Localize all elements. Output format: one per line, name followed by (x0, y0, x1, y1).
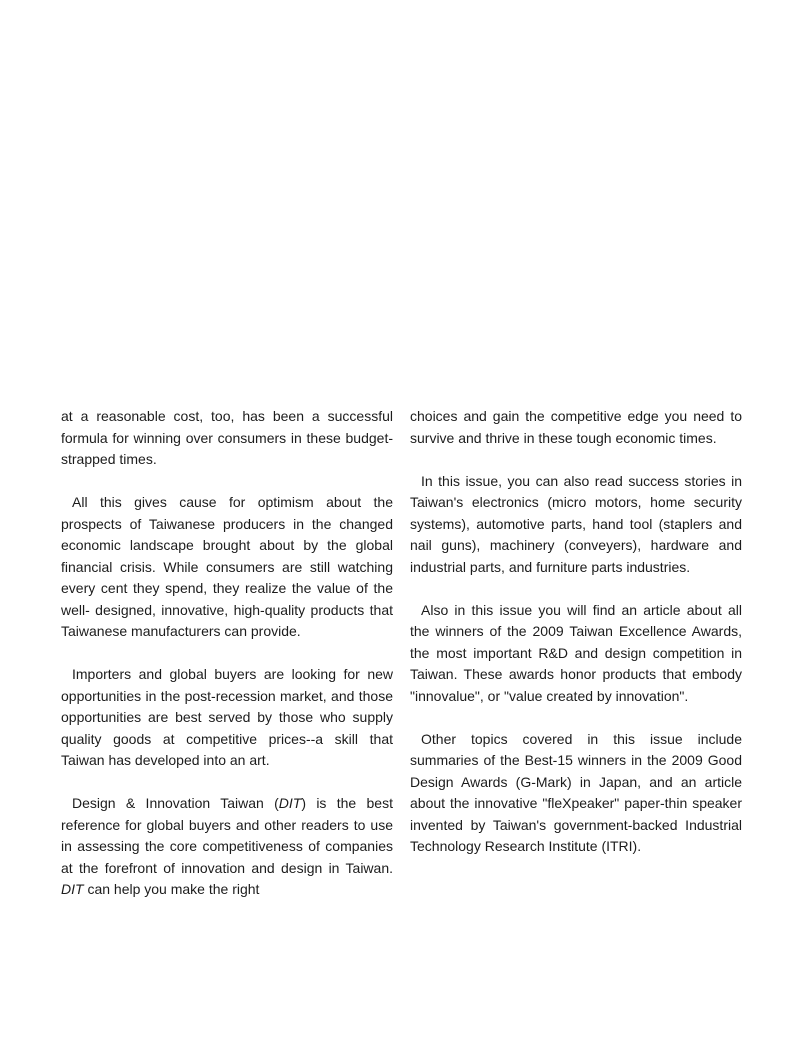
right-paragraph-3: Also in this issue you will find an article about all the winners of the 2009 Taiwan Excellence Awards, the most important R&D and design competition in Taiwan. These awards honor products that embody "innovalue", or "value created by innovation". (410, 601, 742, 704)
dit-abbrev-2: DIT (61, 881, 84, 897)
left-paragraph-2: All this gives cause for optimism about the prospects of Taiwanese producers in the changed economic landscape brought about by the global financial crisis. While consumers are still watching every cent they spend, they realize the value of the well- designed, innovative, high-quality products that Taiwanese manufacturers can provide. (61, 494, 393, 639)
right-column (410, 406, 742, 858)
left-paragraph-1: at a reasonable cost, too, has been a successful formula for winning over consumers in these budget-strapped times. (61, 408, 393, 467)
right-paragraph-1: choices and gain the competitive edge you need to survive and thrive in these tough economic times. (410, 408, 742, 446)
left-paragraph-3: Importers and global buyers are looking for new opportunities in the post-recession market, and those opportunities are best served by those who supply quality goods at competitive prices--a skill that Taiwan has developed into an art. (61, 666, 393, 768)
right-paragraph-4: Other topics covered in this issue include summaries of the Best-15 winners in the 2009 Good Design Awards (G-Mark) in Japan, and an article about the innovative "fleXpeaker" paper-thin speaker invented by Taiwan's government-backed Industrial Technology Research Institute (ITRI). (410, 730, 742, 854)
left-paragraph-4 (61, 793, 393, 901)
left-paragraph-4-text-a: Design & Innovation Taiwan ( (72, 795, 279, 811)
left-paragraph-4-text-b: ) is the best reference for global buyers and other readers to use in assessing the core competitiveness of companies at the forefront of innovation and design in Taiwan. (61, 795, 393, 876)
dit-abbrev-1: DIT (278, 795, 302, 811)
left-paragraph-4-text-c: can help you make the right (83, 881, 260, 897)
right-paragraph-2: In this issue, you can also read success stories in Taiwan's electronics (micro motors, home security systems), automotive parts, hand tool (staplers and nail guns), machinery (conveyers), hardware and industrial parts, and furniture parts industries. (410, 472, 742, 575)
left-column (61, 406, 393, 901)
